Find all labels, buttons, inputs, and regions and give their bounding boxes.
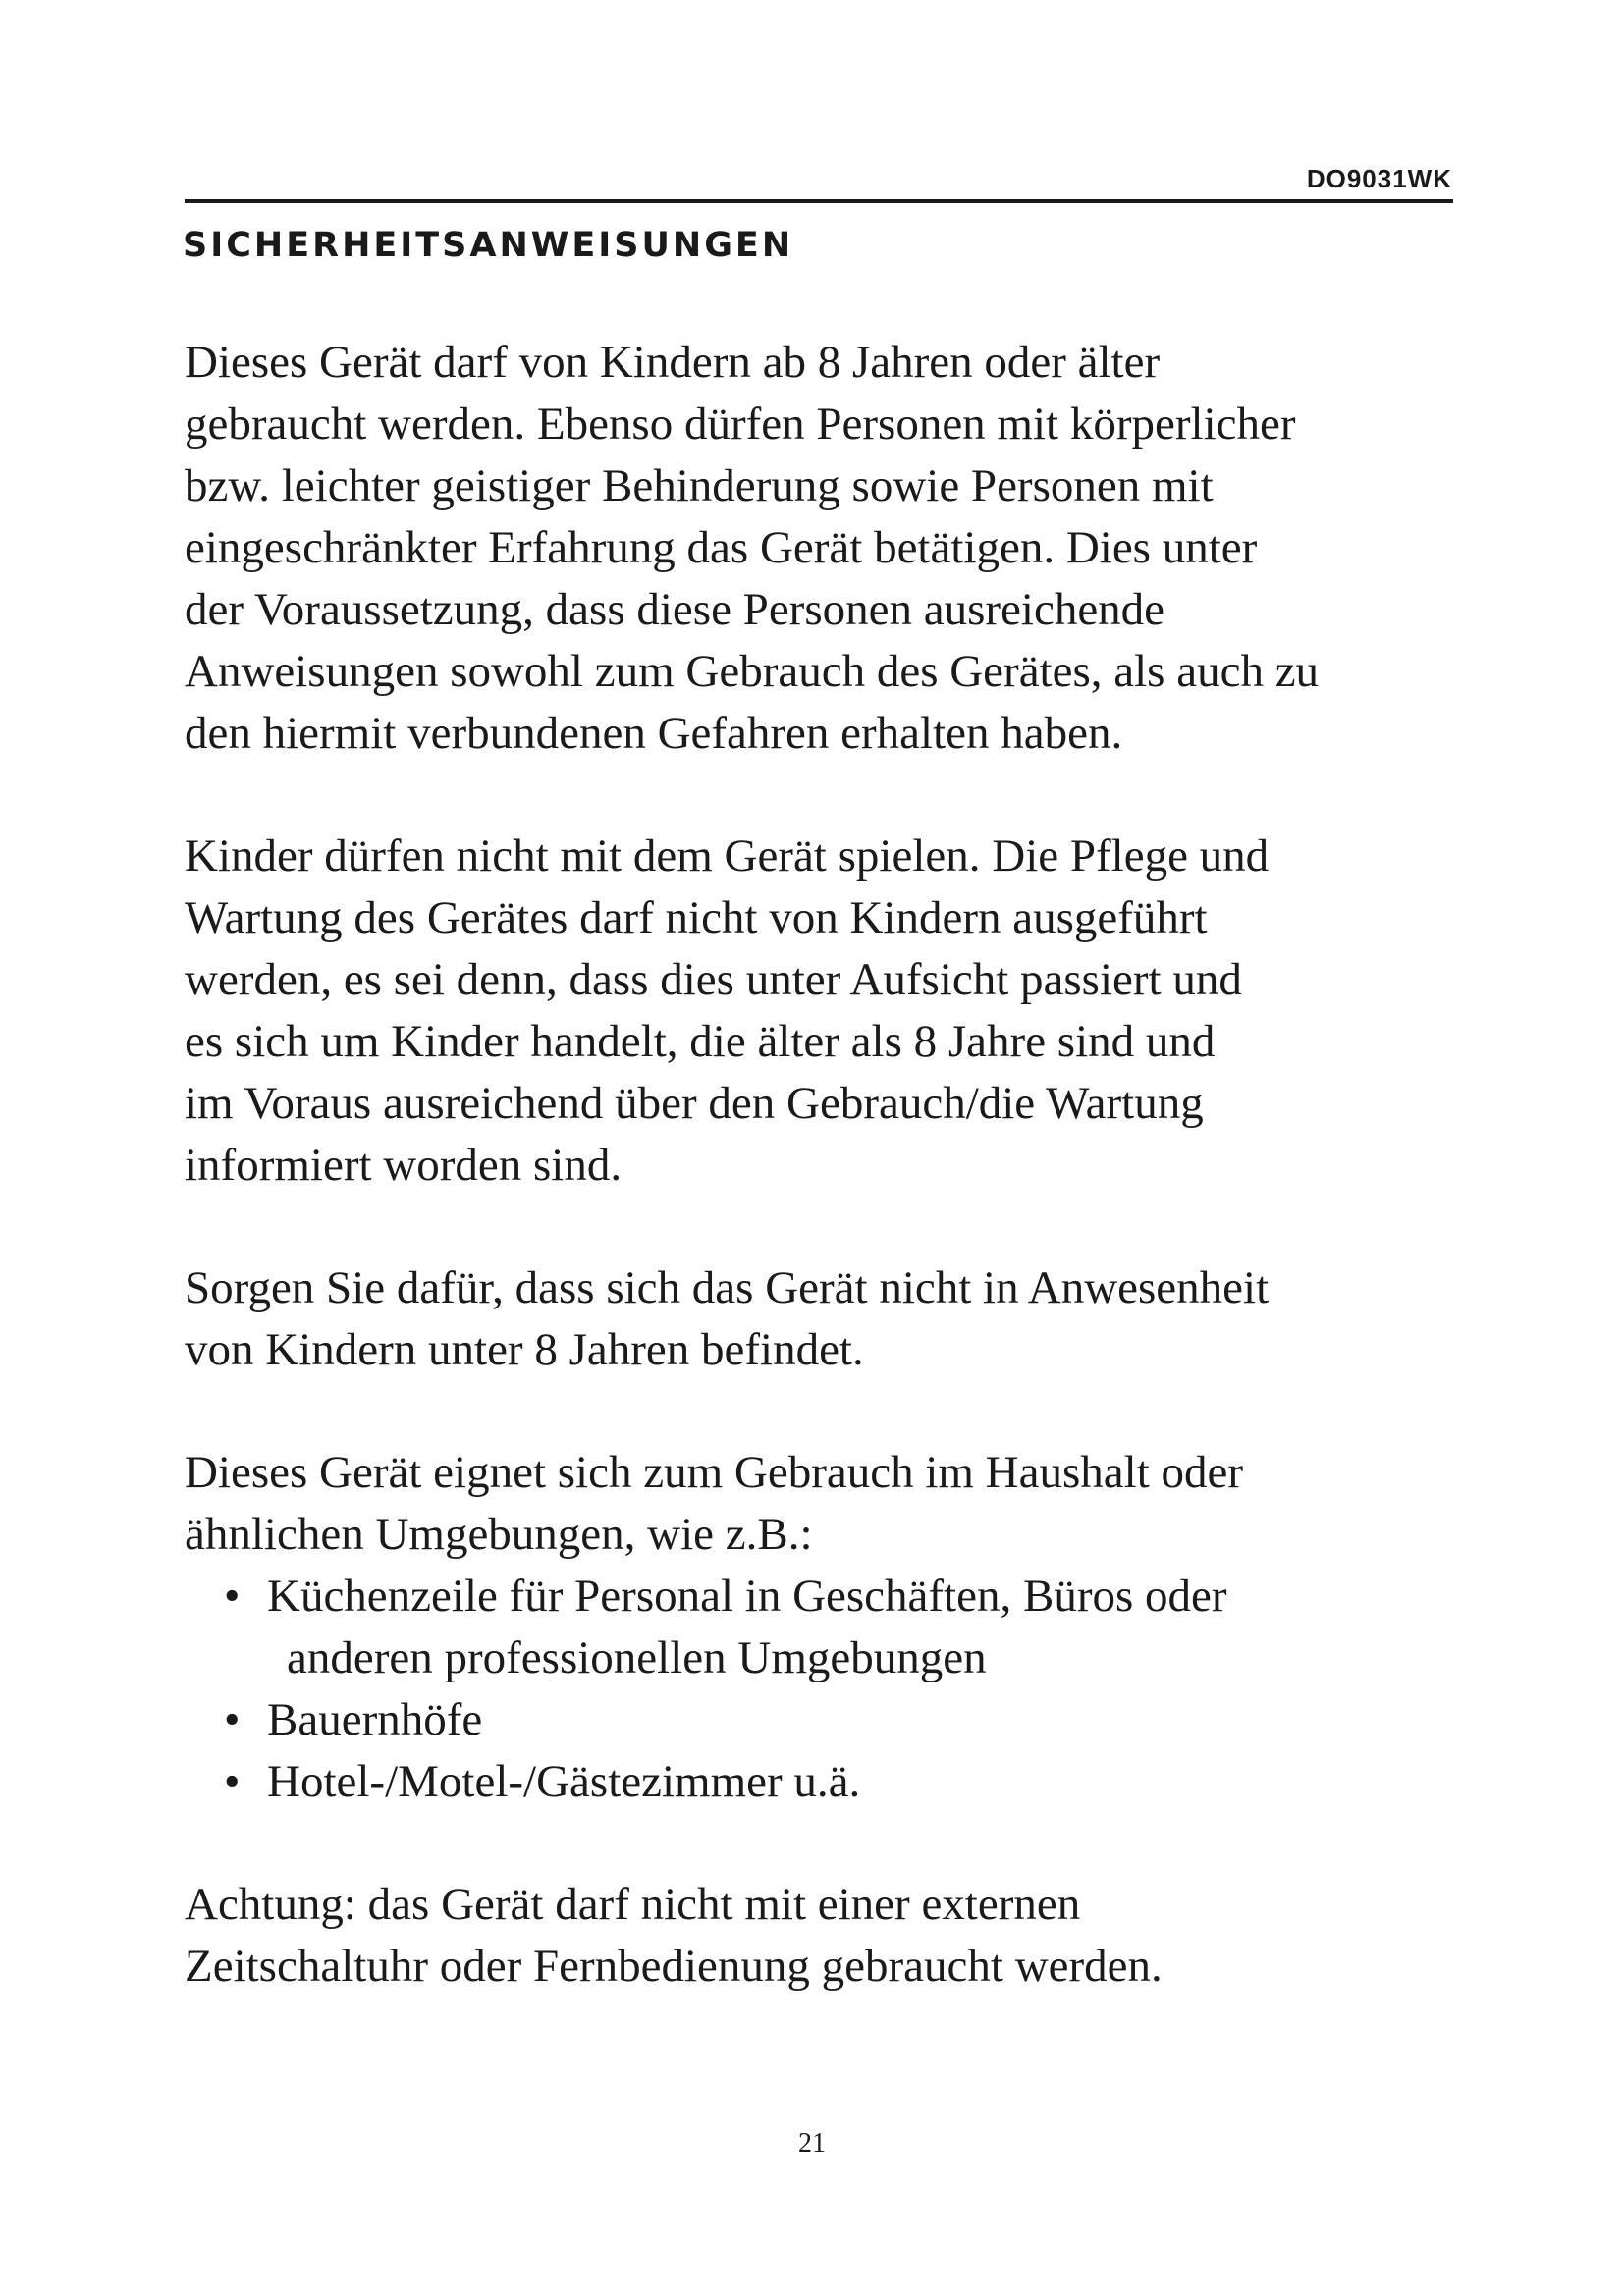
list-item-text: Bauernhöfe [267,1694,483,1745]
text-line: ähnlichen Umgebungen, wie z.B.: [185,1509,813,1560]
text-line: es sich um Kinder handelt, die älter als 8 Jahre sind und [185,1016,1216,1067]
text-line: Dieses Gerät darf von Kindern ab 8 Jahren oder älter [185,337,1161,388]
text-line: eingeschränkter Erfahrung das Gerät betätigen. Dies unter [185,522,1258,573]
paragraph-warning [185,1874,1481,1998]
bullet-icon: • [224,1694,241,1745]
bullet-icon: • [224,1756,241,1807]
text-line: informiert worden sind. [185,1140,623,1191]
list-item-text-continued: anderen professionellen Umgebungen [287,1632,987,1683]
text-line: Wartung des Gerätes darf nicht von Kindern ausgeführt [185,892,1208,943]
text-line: Kinder dürfen nicht mit dem Gerät spielen. Die Pflege und [185,830,1270,881]
list-item-text: Küchenzeile für Personal in Geschäften, Büros oder [267,1571,1227,1622]
usage-environment-list [185,1566,1481,1813]
text-line: Sorgen Sie dafür, dass sich das Gerät nicht in Anwesenheit [185,1262,1270,1313]
text-line: der Voraussetzung, dass diese Personen ausreichende [185,584,1165,635]
text-line: Achtung: das Gerät darf nicht mit einer externen [185,1879,1081,1930]
paragraph-spacer [185,1381,1481,1442]
model-code: DO9031WK [1306,164,1452,193]
bullet-icon: • [224,1571,241,1622]
list-item [185,1751,1481,1813]
text-line: gebraucht werden. Ebenso dürfen Personen mit körperlicher [185,399,1296,450]
text-line: Anweisungen sowohl zum Gebrauch des Gerätes, als auch zu [185,646,1320,697]
header-rule [185,199,1453,203]
page-number: 21 [798,2128,826,2159]
paragraph-children-play [185,826,1481,1197]
text-line: den hiermit verbundenen Gefahren erhalten haben. [185,708,1123,759]
list-item [185,1566,1481,1689]
paragraph-presence [185,1257,1481,1381]
text-line: im Voraus ausreichend über den Gebrauch/die Wartung [185,1078,1204,1129]
paragraph-age-requirements [185,332,1481,765]
paragraph-spacer [185,765,1481,826]
page-title: sicherheitsanweisungen [183,211,794,268]
text-line: von Kindern unter 8 Jahren befindet. [185,1324,864,1375]
document-body [185,332,1481,1998]
paragraph-spacer [185,1197,1481,1257]
text-line: werden, es sei denn, dass dies unter Aufsicht passiert und [185,954,1242,1005]
paragraph-usage-environment [185,1442,1481,1566]
text-line: bzw. leichter geistiger Behinderung sowie Personen mit [185,460,1214,511]
list-item-text: Hotel-/Motel-/Gästezimmer u.ä. [267,1756,861,1807]
text-line: Zeitschaltuhr oder Fernbedienung gebraucht werden. [185,1941,1163,1992]
paragraph-spacer [185,1813,1481,1874]
list-item [185,1689,1481,1751]
text-line: Dieses Gerät eignet sich zum Gebrauch im Haushalt oder [185,1447,1244,1498]
